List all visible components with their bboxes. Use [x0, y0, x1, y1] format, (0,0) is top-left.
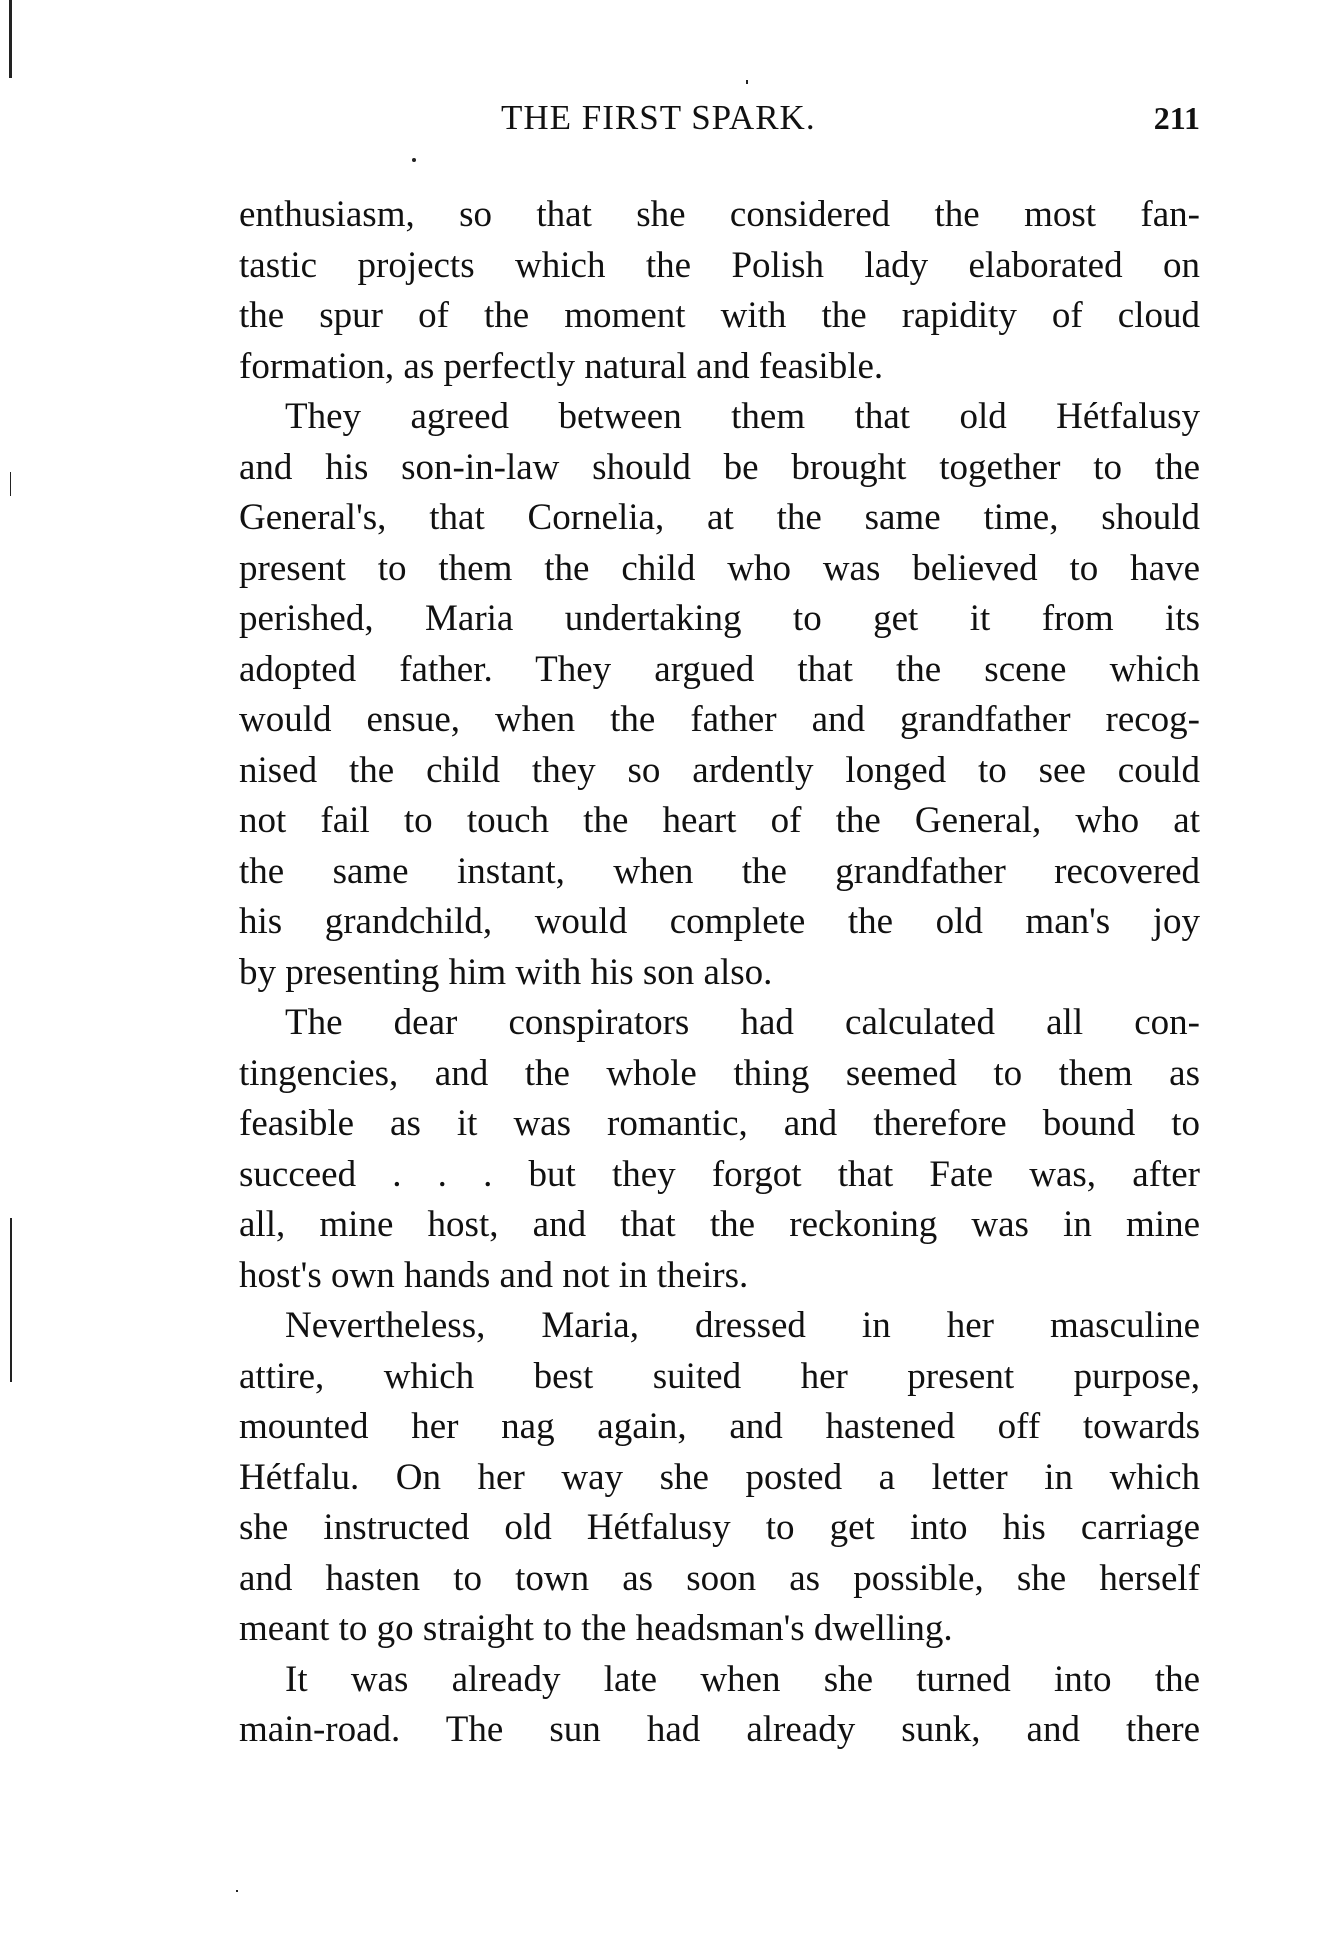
scan-edge-mark — [10, 472, 11, 496]
text-line: all, mine host, and that the reckoning was in mine — [239, 1204, 1200, 1245]
page-number: 211 — [1153, 100, 1200, 136]
speck — [412, 158, 416, 162]
running-header — [239, 98, 1200, 148]
scan-edge-mark — [9, 0, 12, 78]
text-line: meant to go straight to the headsman's dwelling. — [239, 1608, 953, 1649]
text-line: tastic projects which the Polish lady elaborated on — [239, 244, 1200, 286]
text-line: It was already late when she turned into the — [285, 1658, 1200, 1700]
text-line: feasible as it was romantic, and therefore bound to — [239, 1103, 1200, 1144]
text-line: his grandchild, would complete the old man's joy — [239, 901, 1200, 942]
scan-edge-mark — [10, 1218, 12, 1382]
text-line: General's, that Cornelia, at the same time, should — [239, 497, 1200, 538]
text-line: formation, as perfectly natural and feasible. — [239, 345, 884, 387]
text-line: Nevertheless, Maria, dressed in her masculine — [285, 1305, 1200, 1346]
running-title: THE FIRST SPARK. — [501, 98, 816, 137]
text-line: adopted father. They argued that the scene which — [239, 648, 1200, 690]
paragraph — [239, 1655, 1200, 1756]
text-line: she instructed old Hétfalusy to get into his carriage — [239, 1507, 1200, 1548]
paragraph — [239, 1301, 1200, 1655]
page-body-text — [239, 190, 1200, 1756]
text-line: attire, which best suited her present purpose, — [239, 1355, 1200, 1397]
paragraph — [239, 190, 1200, 392]
text-line: by presenting him with his son also. — [239, 951, 773, 993]
text-line: perished, Maria undertaking to get it from its — [239, 598, 1200, 639]
text-line: nised the child they so ardently longed to see could — [239, 749, 1200, 791]
speck — [746, 80, 748, 84]
text-line: the same instant, when the grandfather recovered — [239, 850, 1200, 892]
text-line: present to them the child who was believed to have — [239, 547, 1200, 589]
text-line: mounted her nag again, and hastened off towards — [239, 1406, 1200, 1447]
text-line: and his son-in-law should be brought together to the — [239, 446, 1200, 488]
text-line: main-road. The sun had already sunk, and there — [239, 1709, 1200, 1750]
text-line: and hasten to town as soon as possible, she herself — [239, 1557, 1200, 1599]
text-line: host's own hands and not in theirs. — [239, 1254, 749, 1296]
paragraph — [239, 392, 1200, 998]
text-line: succeed . . . but they forgot that Fate was, after — [239, 1153, 1200, 1195]
text-line: enthusiasm, so that she considered the most fan- — [239, 194, 1200, 235]
text-line: would ensue, when the father and grandfather recog- — [239, 699, 1200, 740]
text-line: not fail to touch the heart of the General, who at — [239, 800, 1200, 841]
text-line: They agreed between them that old Hétfalusy — [285, 396, 1200, 437]
text-line: The dear conspirators had calculated all con- — [285, 1002, 1200, 1043]
paragraph — [239, 998, 1200, 1301]
text-line: Hétfalu. On her way she posted a letter in which — [239, 1456, 1200, 1498]
text-line: the spur of the moment with the rapidity of cloud — [239, 295, 1200, 336]
speck — [236, 1890, 238, 1892]
text-line: tingencies, and the whole thing seemed to them as — [239, 1052, 1200, 1094]
